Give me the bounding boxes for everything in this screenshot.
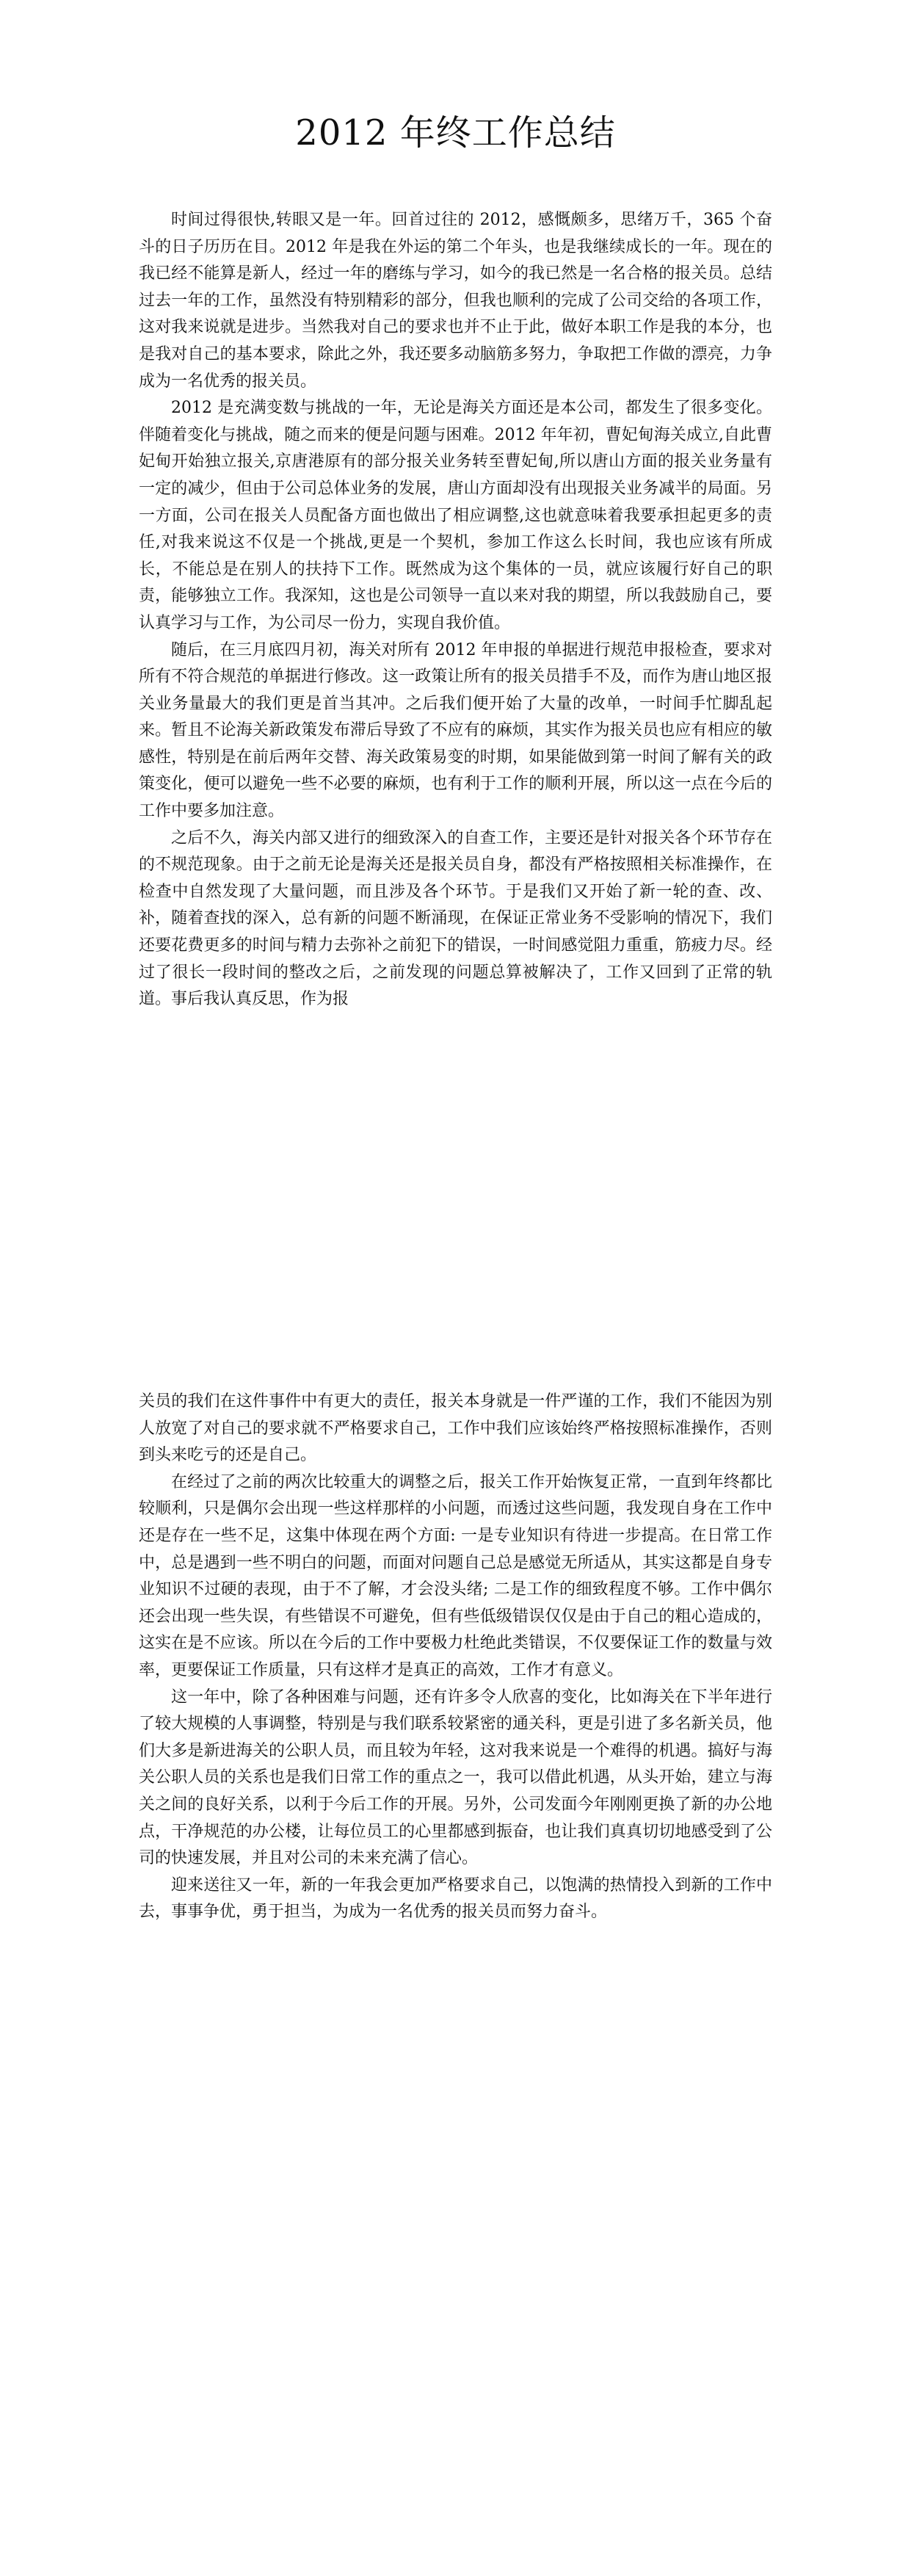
paragraph: 迎来送往又一年，新的一年我会更加严格要求自己，以饱满的热情投入到新的工作中去，事事争优，勇于担当，为成为一名优秀的报关员而努力奋斗。 <box>139 1875 772 1922</box>
page-title: 2012 年终工作总结 <box>295 112 616 153</box>
paragraph: 在经过了之前的两次比较重大的调整之后，报关工作开始恢复正常，一直到年终都比较顺利，只是偶尔会出现一些这样那样的小问题，而透过这些问题，我发现自身在工作中还是存在一些不足，这集中体现在两个方面: 一是专业知识有待进一步提高。在日常工作中，总是遇到一些不明白的问题，而面对问题自己总是感觉无所适从，其实这都是自身专业知识不过硬的表现，由于不了解，才会没头绪; 二是工作的细致程度不够。工作中偶尔还会出现一些失误，有些错误不可避免，但有些低级错误仅仅是由于自己的粗心造成的，这实在是不应该。所以在今后的工作中要极力杜绝此类错误，不仅要保证工作的数量与效率，更要保证工作质量，只有这样才是真正的高效，工作才有意义。 <box>139 1472 772 1679</box>
paragraph: 时间过得很快,转眼又是一年。回首过往的 2012，感慨颇多，思绪万千，365 个奋斗的日子历历在目。2012 年是我在外运的第二个年头，也是我继续成长的一年。现在的我已经不能算是新人，经过一年的磨练与学习，如今的我已然是一名合格的报关员。总结过去一年的工作，虽然没有特别精彩的部分，但我也顺利的完成了公司交给的各项工作，这对我来说就是进步。当然我对自己的要求也并不止于此，做好本职工作是我的本分，也是我对自己的基本要求，除此之外，我还要多动脑筋多努力，争取把工作做的漂亮，力争成为一名优秀的报关员。 <box>139 211 772 391</box>
paragraph: 这一年中，除了各种困难与问题，还有许多令人欣喜的变化，比如海关在下半年进行了较大规模的人事调整，特别是与我们联系较紧密的通关科，更是引进了多名新关员，他们大多是新进海关的公职人员，而且较为年轻，这对我来说是一个难得的机遇。搞好与海关公职人员的关系也是我们日常工作的重点之一，我可以借此机遇，从头开始，建立与海关之间的良好关系，以利于今后工作的开展。另外，公司发面今年刚刚更换了新的办公地点，干净规范的办公楼，让每位员工的心里都感到振奋，也让我们真真切切地感受到了公司的快速发展，并且对公司的未来充满了信心。 <box>139 1687 772 1868</box>
paragraph: 之后不久，海关内部又进行的细致深入的自查工作，主要还是针对报关各个环节存在的不规范现象。由于之前无论是海关还是报关员自身，都没有严格按照相关标准操作，在检查中自然发现了大量问题，而且涉及各个环节。于是我们又开始了新一轮的查、改、补，随着查找的深入，总有新的问题不断涌现，在保证正常业务不受影响的情况下，我们还要花费更多的时间与精力去弥补之前犯下的错误，一时间感觉阻力重重，筋疲力尽。经过了很长一段时间的整改之后，之前发现的问题总算被解决了，工作又回到了正常的轨道。事后我认真反思，作为报 <box>139 828 772 1009</box>
paragraph: 2012 是充满变数与挑战的一年，无论是海关方面还是本公司，都发生了很多变化。伴随着变化与挑战，随之而来的便是问题与困难。2012 年年初，曹妃甸海关成立,自此曹妃甸开始独立报关,京唐港原有的部分报关业务转至曹妃甸,所以唐山方面的报关业务量有一定的减少，但由于公司总体业务的发展，唐山方面却没有出现报关业务减半的局面。另一方面，公司在报关人员配备方面也做出了相应调整,这也就意味着我要承担起更多的责任,对我来说这不仅是一个挑战,更是一个契机，参加工作这么长时间，我也应该有所成长，不能总是在别人的扶持下工作。既然成为这个集体的一员，就应该履行好自己的职责，能够独立工作。我深知，这也是公司领导一直以来对我的期望，所以我鼓励自己，要认真学习与工作，为公司尽一份力，实现自我价值。 <box>139 399 772 632</box>
document-body-upper <box>139 207 772 1013</box>
paragraph: 随后，在三月底四月初，海关对所有 2012 年申报的单据进行规范申报检查，要求对所有不符合规范的单据进行修改。这一政策让所有的报关员措手不及，而作为唐山地区报关业务量最大的我们更是首当其冲。之后我们便开始了大量的改单，一时间手忙脚乱起来。暂且不论海关新政策发布滞后导致了不应有的麻烦，其实作为报关员也应有相应的敏感性，特别是在前后两年交替、海关政策易变的时期，如果能做到第一时间了解有关的政策变化，便可以避免一些不必要的麻烦，也有利于工作的顺利开展，所以这一点在今后的工作中要多加注意。 <box>139 640 772 821</box>
document-body-lower <box>139 1389 772 1926</box>
paragraph-continued: 关员的我们在这件事件中有更大的责任，报关本身就是一件严谨的工作，我们不能因为别人放宽了对自己的要求就不严格要求自己，工作中我们应该始终严格按照标准操作，否则到头来吃亏的还是自己。 <box>139 1392 772 1465</box>
